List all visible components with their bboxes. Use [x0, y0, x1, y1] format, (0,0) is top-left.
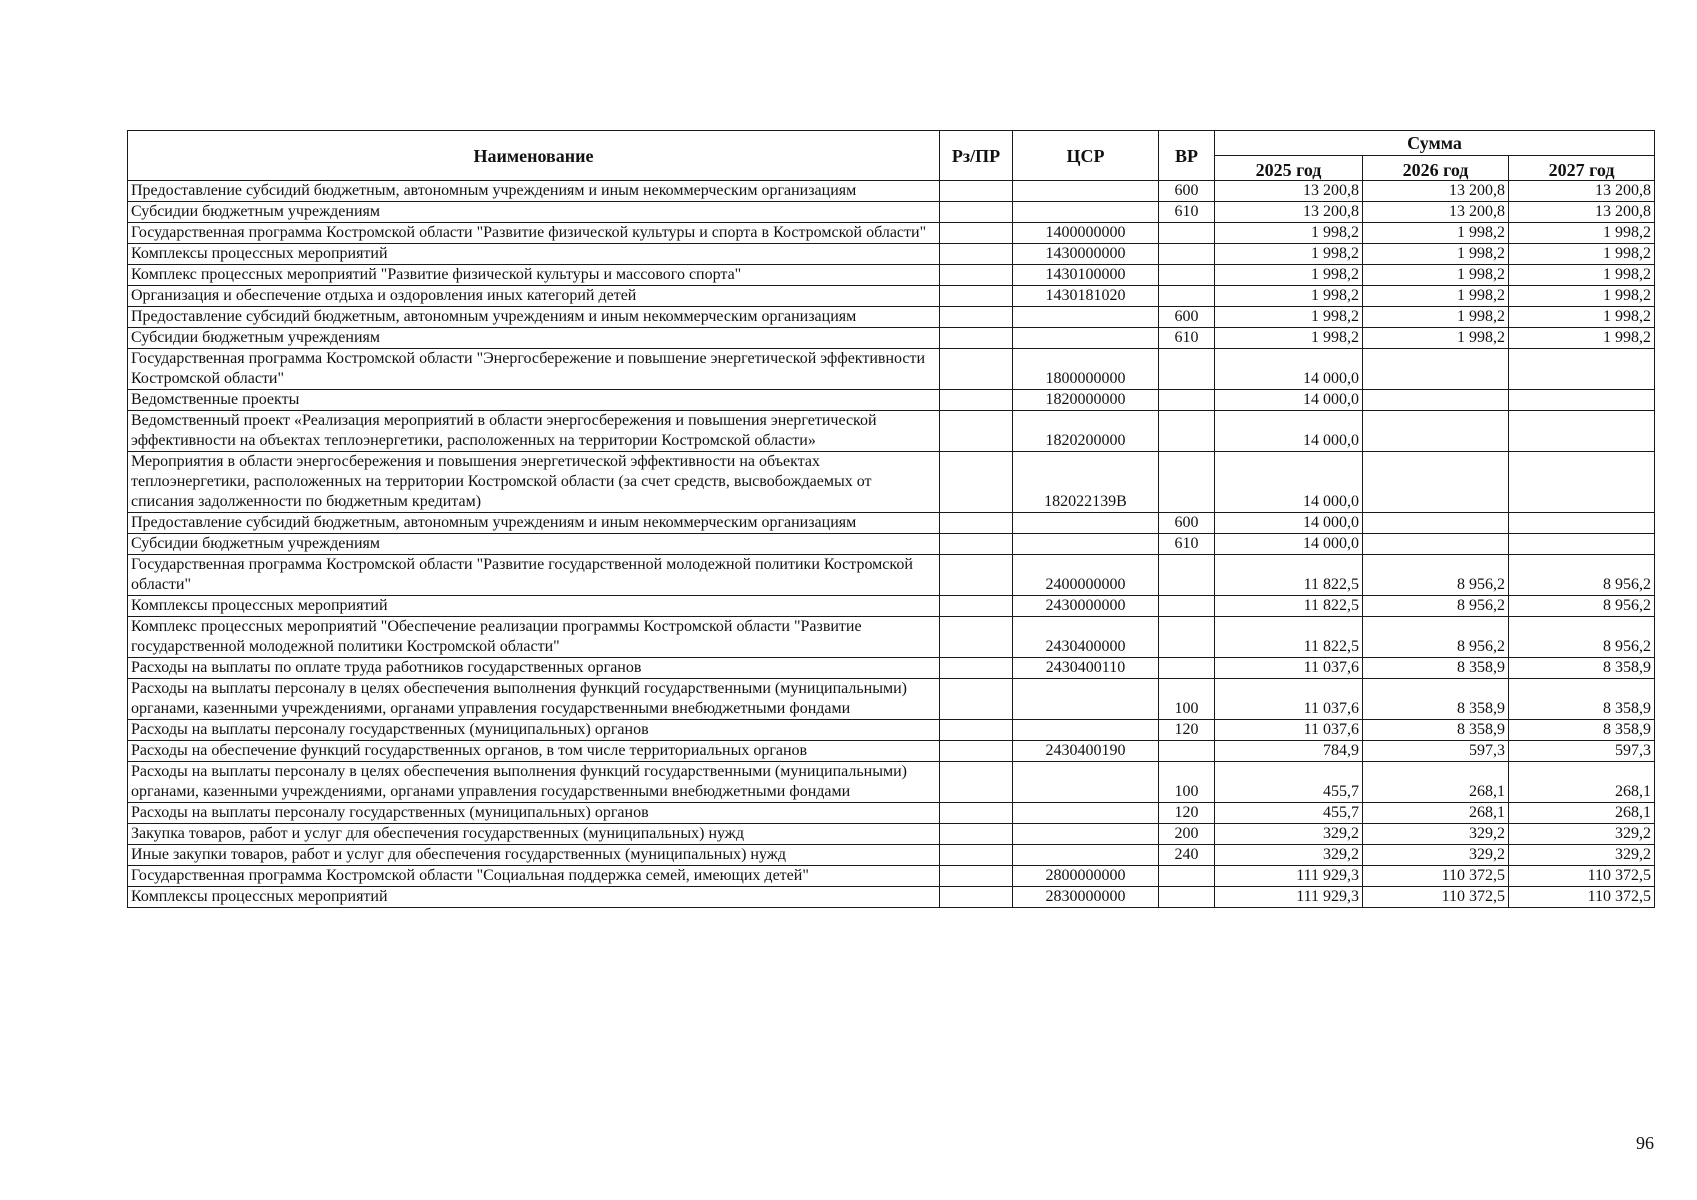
cell-csr: 182022139В	[1013, 452, 1159, 513]
cell-2025: 1 998,2	[1215, 307, 1363, 328]
cell-2025: 1 998,2	[1215, 265, 1363, 286]
cell-2027: 13 200,8	[1509, 181, 1655, 202]
cell-2026: 329,2	[1363, 845, 1509, 866]
cell-2027: 1 998,2	[1509, 223, 1655, 244]
table-row	[128, 265, 1655, 286]
cell-2027: 329,2	[1509, 845, 1655, 866]
cell-rzpr	[940, 720, 1013, 741]
cell-2026	[1363, 390, 1509, 411]
cell-csr	[1013, 202, 1159, 223]
page-number: 96	[1636, 1133, 1654, 1153]
cell-vr	[1159, 349, 1215, 390]
cell-rzpr	[940, 223, 1013, 244]
cell-csr	[1013, 328, 1159, 349]
cell-name: Предоставление субсидий бюджетным, автономным учреждениям и иным некоммерческим организациям	[128, 307, 940, 328]
cell-2026	[1363, 411, 1509, 452]
cell-name: Расходы на выплаты персоналу государственных (муниципальных) органов	[128, 720, 940, 741]
cell-rzpr	[940, 349, 1013, 390]
header-year-2026: 2026 год	[1363, 156, 1509, 181]
cell-csr: 2800000000	[1013, 866, 1159, 887]
table-row	[128, 555, 1655, 596]
cell-vr	[1159, 452, 1215, 513]
header-csr: ЦСР	[1013, 131, 1159, 181]
cell-name: Расходы на обеспечение функций государственных органов, в том числе территориальных органов	[128, 741, 940, 762]
table-row	[128, 513, 1655, 534]
cell-rzpr	[940, 307, 1013, 328]
cell-csr: 2400000000	[1013, 555, 1159, 596]
cell-name: Ведомственный проект «Реализация мероприятий в области энергосбережения и повышения энергетической эффективности на объектах теплоэнергетики, расположенных на территории Костромской области»	[128, 411, 940, 452]
cell-2027: 8 358,9	[1509, 658, 1655, 679]
cell-csr	[1013, 845, 1159, 866]
cell-2025: 14 000,0	[1215, 390, 1363, 411]
header-row-top	[128, 131, 1655, 156]
cell-2027	[1509, 390, 1655, 411]
cell-2025: 1 998,2	[1215, 286, 1363, 307]
cell-2025: 11 822,5	[1215, 596, 1363, 617]
table-row	[128, 328, 1655, 349]
cell-name: Мероприятия в области энергосбережения и повышения энергетической эффективности на объектах теплоэнергетики, расположенных на территории Костромской области (за счет средств, высвобождаемых от списания задолженности по бюджетным кредитам)	[128, 452, 940, 513]
cell-2026: 110 372,5	[1363, 887, 1509, 908]
cell-name: Иные закупки товаров, работ и услуг для обеспечения государственных (муниципальных) нужд	[128, 845, 940, 866]
cell-vr: 600	[1159, 181, 1215, 202]
cell-2026: 1 998,2	[1363, 328, 1509, 349]
cell-vr	[1159, 244, 1215, 265]
cell-vr: 600	[1159, 307, 1215, 328]
cell-vr	[1159, 411, 1215, 452]
cell-name: Субсидии бюджетным учреждениям	[128, 534, 940, 555]
cell-2026: 8 956,2	[1363, 596, 1509, 617]
cell-2026: 13 200,8	[1363, 202, 1509, 223]
table-header	[128, 131, 1655, 181]
table-row	[128, 411, 1655, 452]
cell-2026	[1363, 534, 1509, 555]
cell-name: Комплекс процессных мероприятий "Развитие физической культуры и массового спорта"	[128, 265, 940, 286]
cell-csr: 2430400110	[1013, 658, 1159, 679]
cell-2027: 8 956,2	[1509, 617, 1655, 658]
cell-rzpr	[940, 286, 1013, 307]
cell-rzpr	[940, 534, 1013, 555]
cell-2026: 8 358,9	[1363, 720, 1509, 741]
cell-vr: 240	[1159, 845, 1215, 866]
cell-rzpr	[940, 390, 1013, 411]
cell-rzpr	[940, 866, 1013, 887]
table-row	[128, 720, 1655, 741]
cell-2027: 8 956,2	[1509, 555, 1655, 596]
cell-csr: 1820000000	[1013, 390, 1159, 411]
cell-csr	[1013, 803, 1159, 824]
cell-rzpr	[940, 202, 1013, 223]
cell-2026: 1 998,2	[1363, 244, 1509, 265]
cell-2025: 111 929,3	[1215, 887, 1363, 908]
cell-2026: 8 956,2	[1363, 555, 1509, 596]
cell-rzpr	[940, 887, 1013, 908]
cell-2025: 111 929,3	[1215, 866, 1363, 887]
cell-csr: 1430000000	[1013, 244, 1159, 265]
table-row	[128, 824, 1655, 845]
cell-name: Расходы на выплаты персоналу государственных (муниципальных) органов	[128, 803, 940, 824]
cell-2026: 13 200,8	[1363, 181, 1509, 202]
table-row	[128, 866, 1655, 887]
cell-name: Предоставление субсидий бюджетным, автономным учреждениям и иным некоммерческим организациям	[128, 181, 940, 202]
cell-2026: 1 998,2	[1363, 286, 1509, 307]
cell-vr	[1159, 555, 1215, 596]
cell-name: Комплексы процессных мероприятий	[128, 887, 940, 908]
cell-name: Организация и обеспечение отдыха и оздоровления иных категорий детей	[128, 286, 940, 307]
cell-vr: 100	[1159, 679, 1215, 720]
cell-vr: 610	[1159, 328, 1215, 349]
cell-name: Государственная программа Костромской области "Энергосбережение и повышение энергетической эффективности Костромской области"	[128, 349, 940, 390]
cell-csr	[1013, 181, 1159, 202]
cell-rzpr	[940, 679, 1013, 720]
table-row	[128, 679, 1655, 720]
cell-2026: 8 358,9	[1363, 658, 1509, 679]
cell-2025: 11 037,6	[1215, 720, 1363, 741]
cell-vr	[1159, 658, 1215, 679]
table-row	[128, 741, 1655, 762]
cell-vr	[1159, 286, 1215, 307]
cell-2025: 11 822,5	[1215, 617, 1363, 658]
table-row	[128, 390, 1655, 411]
cell-csr: 2830000000	[1013, 887, 1159, 908]
cell-rzpr	[940, 411, 1013, 452]
table-row	[128, 286, 1655, 307]
cell-csr: 1820200000	[1013, 411, 1159, 452]
cell-rzpr	[940, 513, 1013, 534]
cell-csr	[1013, 534, 1159, 555]
cell-2025: 1 998,2	[1215, 244, 1363, 265]
cell-2025: 14 000,0	[1215, 534, 1363, 555]
table-row	[128, 181, 1655, 202]
cell-csr: 2430000000	[1013, 596, 1159, 617]
header-summa: Сумма	[1215, 131, 1655, 156]
cell-2025: 11 037,6	[1215, 679, 1363, 720]
cell-csr: 1430100000	[1013, 265, 1159, 286]
cell-2026: 110 372,5	[1363, 866, 1509, 887]
cell-vr: 610	[1159, 534, 1215, 555]
cell-2027	[1509, 534, 1655, 555]
header-name: Наименование	[128, 131, 940, 181]
cell-name: Ведомственные проекты	[128, 390, 940, 411]
cell-vr	[1159, 887, 1215, 908]
cell-2027: 597,3	[1509, 741, 1655, 762]
cell-rzpr	[940, 845, 1013, 866]
cell-2027: 110 372,5	[1509, 887, 1655, 908]
cell-vr	[1159, 741, 1215, 762]
cell-2027: 110 372,5	[1509, 866, 1655, 887]
cell-rzpr	[940, 596, 1013, 617]
cell-2027	[1509, 411, 1655, 452]
cell-2027: 268,1	[1509, 803, 1655, 824]
table-row	[128, 223, 1655, 244]
cell-2025: 14 000,0	[1215, 513, 1363, 534]
cell-rzpr	[940, 265, 1013, 286]
cell-2026: 1 998,2	[1363, 265, 1509, 286]
cell-2025: 455,7	[1215, 803, 1363, 824]
table-row	[128, 845, 1655, 866]
cell-2025: 14 000,0	[1215, 349, 1363, 390]
cell-name: Закупка товаров, работ и услуг для обеспечения государственных (муниципальных) нужд	[128, 824, 940, 845]
cell-name: Расходы на выплаты персоналу в целях обеспечения выполнения функций государственными (муниципальными) органами, казенными учреждениями, органами управления государственными внебюджетными фондами	[128, 679, 940, 720]
cell-2026: 597,3	[1363, 741, 1509, 762]
cell-rzpr	[940, 328, 1013, 349]
cell-rzpr	[940, 824, 1013, 845]
cell-rzpr	[940, 803, 1013, 824]
cell-vr: 200	[1159, 824, 1215, 845]
cell-rzpr	[940, 452, 1013, 513]
table-body	[128, 181, 1655, 908]
cell-name: Комплексы процессных мероприятий	[128, 596, 940, 617]
table-row	[128, 534, 1655, 555]
cell-csr	[1013, 307, 1159, 328]
budget-table	[127, 130, 1655, 908]
cell-2026	[1363, 452, 1509, 513]
cell-2025: 784,9	[1215, 741, 1363, 762]
cell-name: Комплекс процессных мероприятий "Обеспечение реализации программы Костромской области "Развитие государственной молодежной политики Костромской области"	[128, 617, 940, 658]
cell-vr	[1159, 265, 1215, 286]
cell-name: Предоставление субсидий бюджетным, автономным учреждениям и иным некоммерческим организациям	[128, 513, 940, 534]
cell-rzpr	[940, 244, 1013, 265]
header-vr: ВР	[1159, 131, 1215, 181]
cell-vr: 100	[1159, 762, 1215, 803]
cell-2025: 1 998,2	[1215, 223, 1363, 244]
cell-name: Комплексы процессных мероприятий	[128, 244, 940, 265]
cell-csr	[1013, 720, 1159, 741]
cell-name: Расходы на выплаты по оплате труда работников государственных органов	[128, 658, 940, 679]
cell-rzpr	[940, 741, 1013, 762]
cell-name: Государственная программа Костромской области "Развитие государственной молодежной политики Костромской области"	[128, 555, 940, 596]
cell-vr	[1159, 866, 1215, 887]
cell-2025: 455,7	[1215, 762, 1363, 803]
cell-2027	[1509, 513, 1655, 534]
cell-2025: 14 000,0	[1215, 411, 1363, 452]
cell-name: Государственная программа Костромской области "Развитие физической культуры и спорта в Костромской области"	[128, 223, 940, 244]
cell-2026: 8 956,2	[1363, 617, 1509, 658]
cell-2026: 8 358,9	[1363, 679, 1509, 720]
cell-2025: 13 200,8	[1215, 181, 1363, 202]
cell-rzpr	[940, 555, 1013, 596]
cell-2025: 11 822,5	[1215, 555, 1363, 596]
table-row	[128, 658, 1655, 679]
cell-2025: 13 200,8	[1215, 202, 1363, 223]
cell-2027: 13 200,8	[1509, 202, 1655, 223]
table-row	[128, 452, 1655, 513]
table-row	[128, 307, 1655, 328]
table-row	[128, 596, 1655, 617]
cell-2027: 1 998,2	[1509, 307, 1655, 328]
cell-2027: 268,1	[1509, 762, 1655, 803]
cell-name: Субсидии бюджетным учреждениям	[128, 328, 940, 349]
cell-2025: 14 000,0	[1215, 452, 1363, 513]
cell-2027: 8 358,9	[1509, 679, 1655, 720]
cell-2025: 11 037,6	[1215, 658, 1363, 679]
cell-2026	[1363, 513, 1509, 534]
cell-2027: 1 998,2	[1509, 328, 1655, 349]
cell-2026: 1 998,2	[1363, 223, 1509, 244]
cell-name: Расходы на выплаты персоналу в целях обеспечения выполнения функций государственными (муниципальными) органами, казенными учреждениями, органами управления государственными внебюджетными фондами	[128, 762, 940, 803]
cell-2025: 1 998,2	[1215, 328, 1363, 349]
cell-2026: 268,1	[1363, 762, 1509, 803]
cell-2025: 329,2	[1215, 845, 1363, 866]
table-row	[128, 202, 1655, 223]
table-row	[128, 887, 1655, 908]
cell-rzpr	[940, 181, 1013, 202]
cell-csr	[1013, 679, 1159, 720]
cell-2025: 329,2	[1215, 824, 1363, 845]
cell-name: Субсидии бюджетным учреждениям	[128, 202, 940, 223]
cell-2027: 1 998,2	[1509, 265, 1655, 286]
cell-2026: 329,2	[1363, 824, 1509, 845]
cell-vr	[1159, 390, 1215, 411]
cell-vr: 600	[1159, 513, 1215, 534]
table-row	[128, 762, 1655, 803]
table-row	[128, 617, 1655, 658]
cell-vr: 120	[1159, 803, 1215, 824]
header-year-2027: 2027 год	[1509, 156, 1655, 181]
cell-csr: 1800000000	[1013, 349, 1159, 390]
cell-vr	[1159, 223, 1215, 244]
cell-2027: 8 358,9	[1509, 720, 1655, 741]
cell-csr	[1013, 824, 1159, 845]
cell-2027: 8 956,2	[1509, 596, 1655, 617]
cell-rzpr	[940, 658, 1013, 679]
cell-name: Государственная программа Костромской области "Социальная поддержка семей, имеющих детей"	[128, 866, 940, 887]
header-rzpr: Рз/ПР	[940, 131, 1013, 181]
cell-csr: 1430181020	[1013, 286, 1159, 307]
cell-rzpr	[940, 617, 1013, 658]
cell-vr	[1159, 617, 1215, 658]
cell-2026	[1363, 349, 1509, 390]
cell-vr: 610	[1159, 202, 1215, 223]
table-row	[128, 803, 1655, 824]
table-row	[128, 349, 1655, 390]
cell-csr: 2430400000	[1013, 617, 1159, 658]
cell-2027	[1509, 349, 1655, 390]
cell-2027: 1 998,2	[1509, 286, 1655, 307]
cell-2027: 1 998,2	[1509, 244, 1655, 265]
cell-csr: 1400000000	[1013, 223, 1159, 244]
cell-2027: 329,2	[1509, 824, 1655, 845]
cell-2026: 1 998,2	[1363, 307, 1509, 328]
table-row	[128, 244, 1655, 265]
cell-rzpr	[940, 762, 1013, 803]
cell-csr	[1013, 762, 1159, 803]
cell-csr	[1013, 513, 1159, 534]
header-year-2025: 2025 год	[1215, 156, 1363, 181]
cell-csr: 2430400190	[1013, 741, 1159, 762]
cell-2027	[1509, 452, 1655, 513]
cell-vr	[1159, 596, 1215, 617]
cell-2026: 268,1	[1363, 803, 1509, 824]
cell-vr: 120	[1159, 720, 1215, 741]
